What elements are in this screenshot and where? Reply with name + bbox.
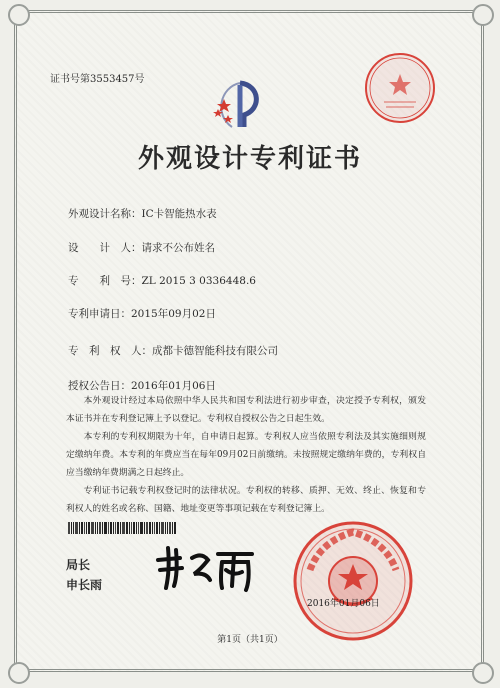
barcode-bar: [122, 522, 125, 534]
barcode-bar: [95, 522, 96, 534]
barcode-bar: [104, 522, 107, 534]
barcode-bar: [120, 522, 121, 534]
corner-ornament: [472, 662, 494, 684]
field-label: 专 利 号：: [68, 275, 142, 287]
barcode-bar: [169, 522, 171, 534]
barcode-bar: [110, 522, 112, 534]
barcode-bar: [108, 522, 109, 534]
body-paragraph: 本专利的专利权期限为十年，自申请日起算。专利权人应当依照专利法及其实施细则规定缴纳年费。本专利的年费应当在每年09月02日前缴纳。未按照规定缴纳年费的，专利权自应当缴纳年费期满之日起终止。: [66, 432, 426, 478]
barcode-bar: [131, 522, 132, 534]
field-design-name: [68, 206, 217, 221]
handwritten-signature: [150, 540, 260, 595]
field-value: 2016年01月06日: [131, 380, 216, 392]
barcode-bar: [138, 522, 139, 534]
field-value: 2015年09月02日: [131, 308, 216, 320]
barcode-bar: [156, 522, 158, 534]
body-paragraph: 专利证书记载专利权登记时的法律状况。专利权的转移、质押、无效、终止、恢复和专利权人的姓名或名称、国籍、地址变更等事项记载在专利登记簿上。: [66, 486, 426, 514]
barcode-bar: [149, 522, 151, 534]
barcode-bar: [97, 522, 98, 534]
seal-date: 2016年01月06日: [307, 599, 380, 609]
barcode-bar: [165, 522, 166, 534]
barcode-bar: [154, 522, 155, 534]
barcode-bar: [115, 522, 116, 534]
barcode-bar: [172, 522, 173, 534]
field-patent-number: [68, 273, 256, 288]
barcode-bar: [99, 522, 101, 534]
field-value: ZL 2015 3 0336448.6: [141, 275, 256, 287]
barcode-bar: [174, 522, 176, 534]
barcode-bar: [73, 522, 74, 534]
barcode-bar: [146, 522, 148, 534]
barcode-bar: [129, 522, 130, 534]
certificate-number: 证书号第3553457号: [50, 74, 145, 85]
barcode-bar: [117, 522, 119, 534]
body-paragraph: 本外观设计经过本局依照中华人民共和国专利法进行初步审查，决定授予专利权，颁发本证书并在专利登记簿上予以登记。专利权自授权公告之日起生效。: [66, 396, 426, 424]
barcode-bar: [159, 522, 160, 534]
certificate-title: 外观设计专利证书: [137, 144, 362, 174]
patent-office-logo: [210, 75, 270, 135]
corner-ornament: [8, 4, 30, 26]
field-value: 成都卡德智能科技有限公司: [152, 345, 278, 357]
barcode-bar: [88, 522, 90, 534]
barcode-bar: [126, 522, 128, 534]
barcode-bar: [75, 522, 78, 534]
barcode-bar: [161, 522, 164, 534]
barcode-bar: [91, 522, 94, 534]
field-label: 专 利 权 人：: [68, 345, 152, 357]
barcode-bar: [113, 522, 114, 534]
corner-ornament: [472, 4, 494, 26]
barcode-bar: [133, 522, 135, 534]
barcode-bar: [86, 522, 87, 534]
barcode-bar: [144, 522, 145, 534]
page-number: 第1页（共1页）: [217, 635, 283, 645]
barcode: [68, 522, 202, 534]
field-designer: [68, 240, 215, 255]
field-grant-date: [68, 378, 216, 393]
official-seal-small: [362, 50, 438, 126]
director-name: 申长雨: [66, 578, 103, 592]
field-patentee: [68, 343, 278, 358]
barcode-bar: [68, 522, 70, 534]
field-label: 外观设计名称：: [68, 208, 142, 220]
barcode-bar: [81, 522, 83, 534]
field-label: 专利申请日：: [68, 308, 131, 320]
barcode-bar: [84, 522, 85, 534]
field-label: 授权公告日：: [68, 380, 131, 392]
official-seal-large: [290, 518, 416, 644]
certificate-body: [66, 392, 426, 518]
barcode-bar: [79, 522, 80, 534]
barcode-bar: [152, 522, 153, 534]
barcode-bar: [102, 522, 103, 534]
field-label: 设 计 人：: [68, 242, 142, 254]
director-title: 局长: [66, 558, 91, 572]
field-value: IC卡智能热水表: [141, 208, 217, 220]
barcode-bar: [140, 522, 143, 534]
field-application-date: [68, 306, 216, 321]
field-value: 请求不公布姓名: [141, 242, 215, 254]
corner-ornament: [8, 662, 30, 684]
barcode-bar: [71, 522, 72, 534]
barcode-bar: [167, 522, 168, 534]
barcode-bar: [136, 522, 137, 534]
